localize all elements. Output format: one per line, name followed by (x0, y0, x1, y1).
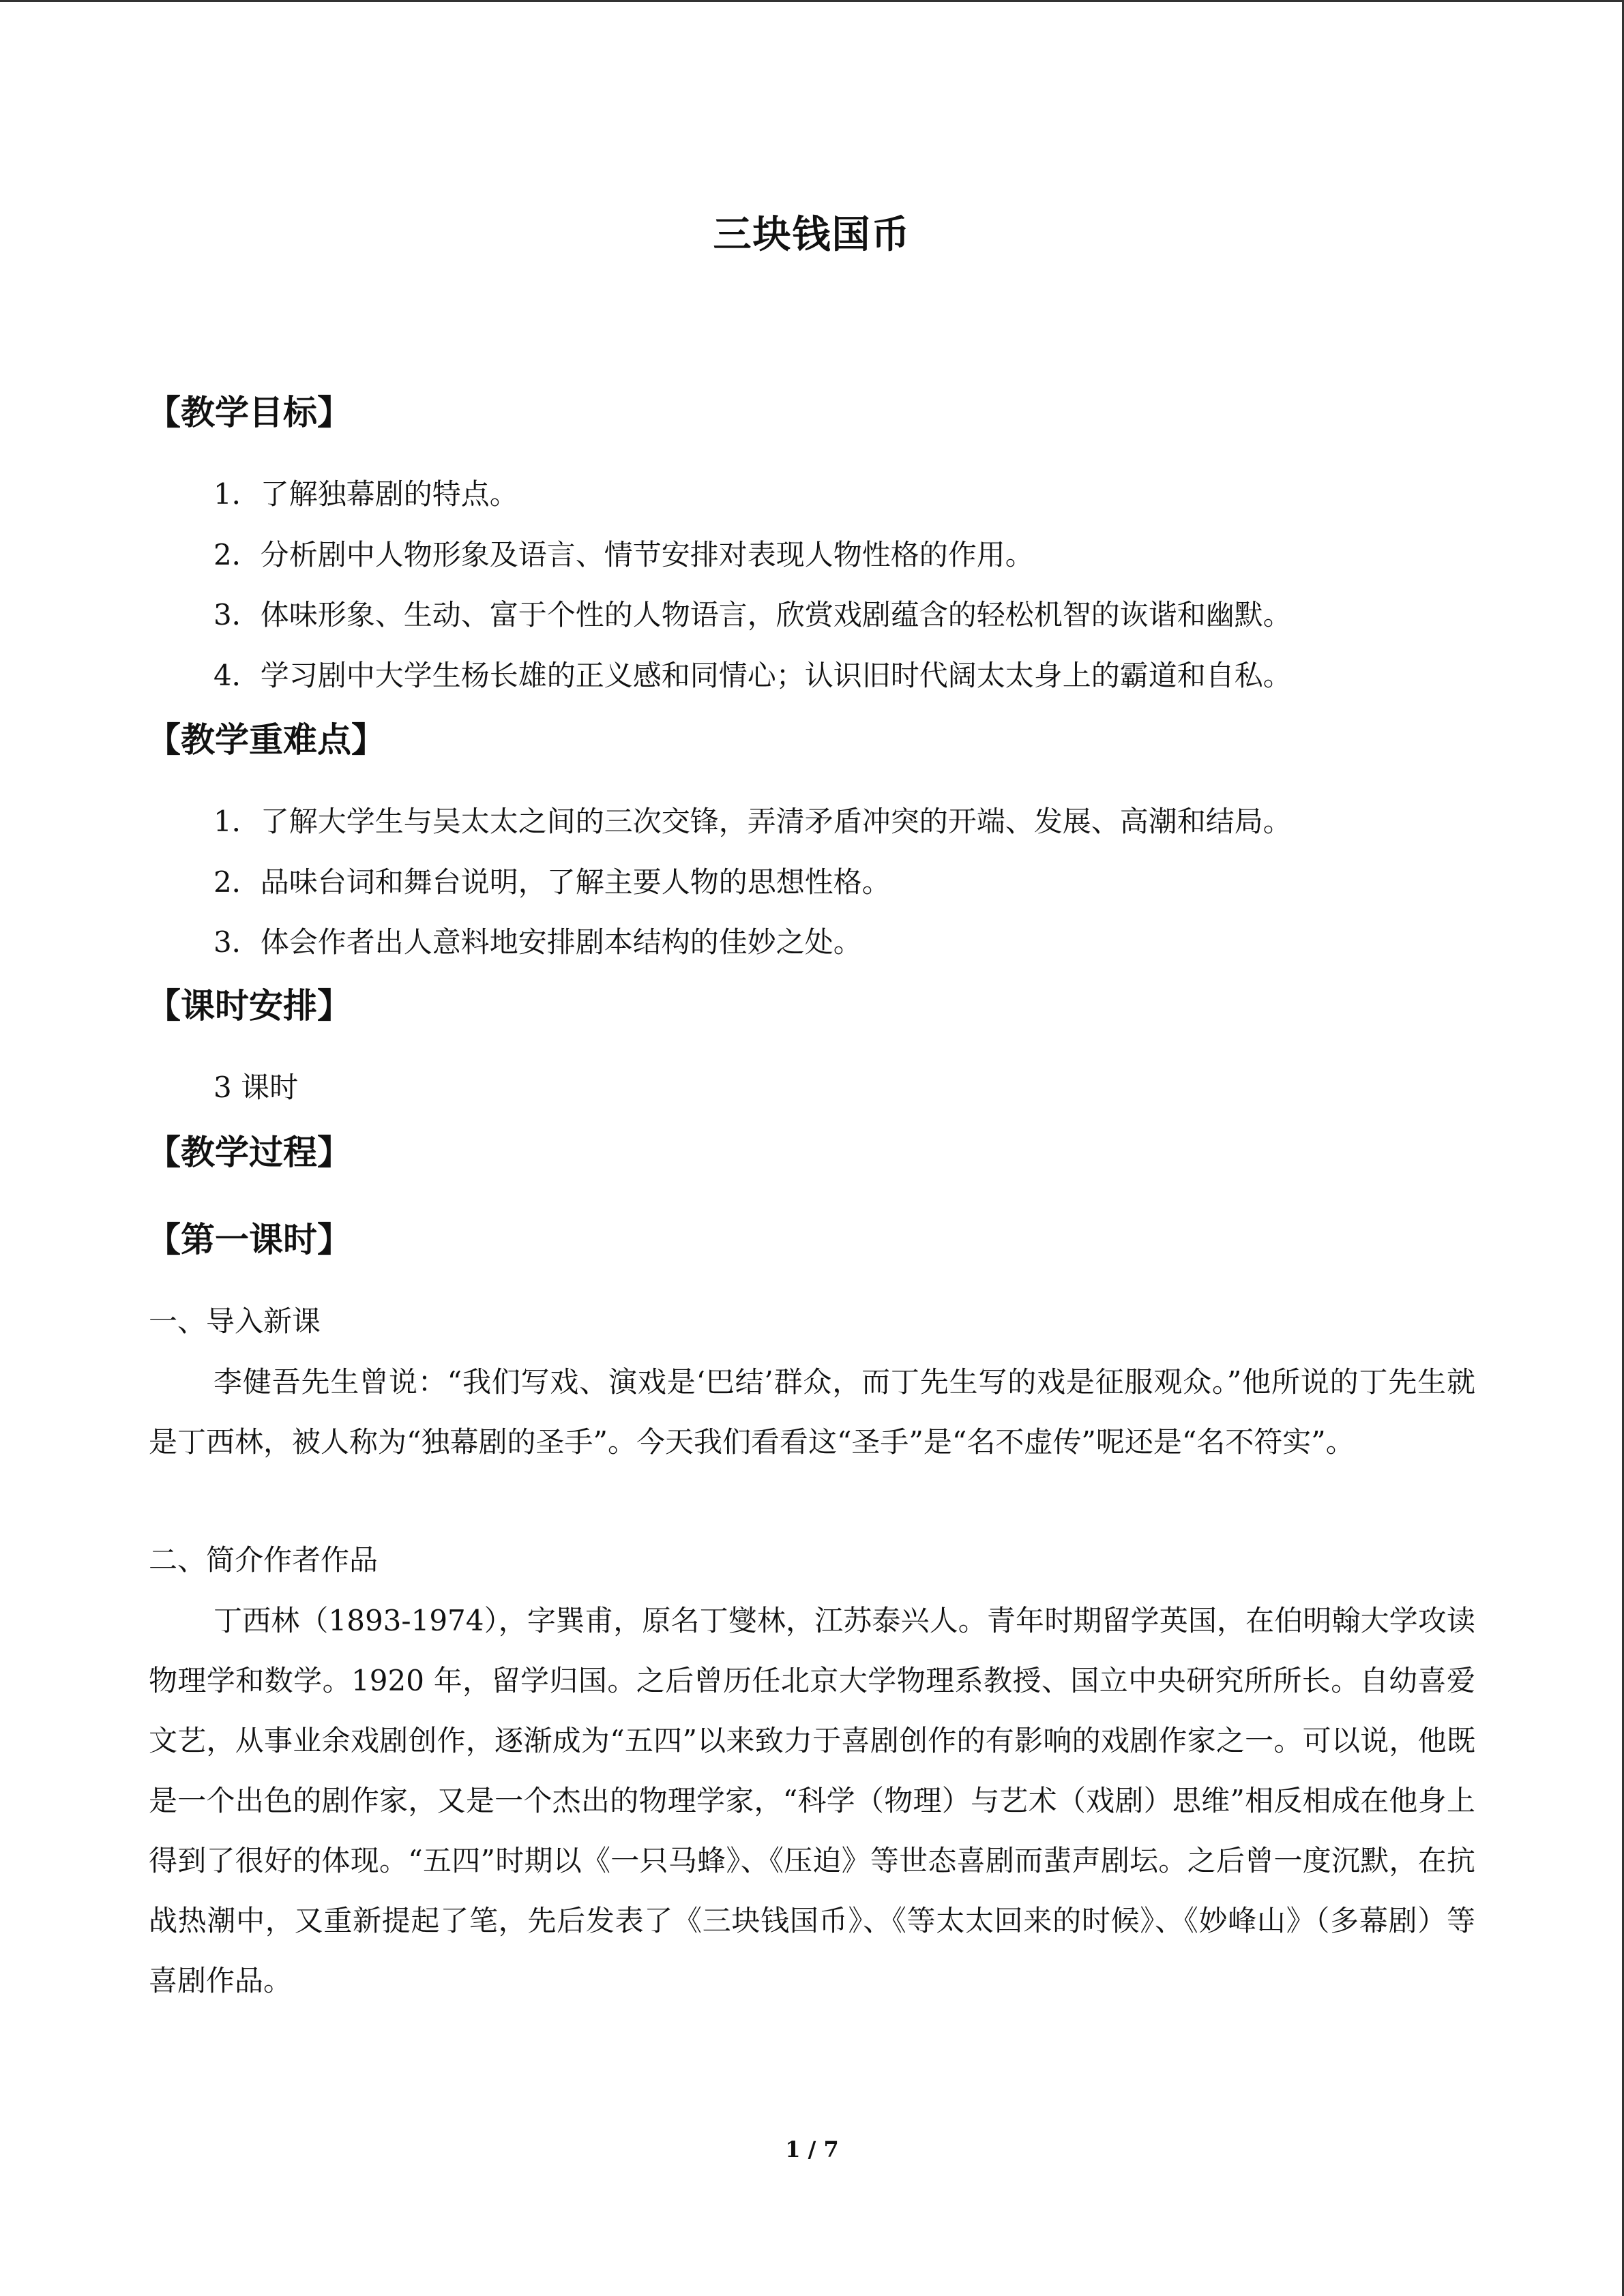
schedule-text: 3 课时 (213, 1071, 299, 1104)
goal-item-3: 3．体味形象、生动、富于个性的人物语言，欣赏戏剧蕴含的轻松机智的诙谐和幽默。 (213, 598, 1292, 631)
heading-lesson-one: 【第一课时】 (147, 1220, 351, 1259)
subheading-author-intro: 二、简介作者作品 (149, 1543, 379, 1577)
goal-item-2: 2．分析剧中人物形象及语言、情节安排对表现人物性格的作用。 (213, 538, 1034, 571)
page-border-top (0, 0, 1624, 2)
heading-key-points: 【教学重难点】 (147, 720, 385, 760)
page-number: 1 / 7 (785, 2136, 839, 2162)
key-point-item-2: 2．品味台词和舞台说明，了解主要人物的思想性格。 (213, 865, 891, 899)
key-point-item-1: 1．了解大学生与吴太太之间的三次交锋，弄清矛盾冲突的开端、发展、高潮和结局。 (213, 805, 1292, 838)
document-title: 三块钱国币 (713, 213, 911, 257)
subheading-introduction: 一、导入新课 (149, 1304, 321, 1338)
goal-item-4: 4．学习剧中大学生杨长雄的正义感和同情心；认识旧时代阔太太身上的霸道和自私。 (213, 659, 1292, 692)
heading-teaching-goals: 【教学目标】 (147, 393, 351, 432)
paragraph-introduction: 李健吾先生曾说：“我们写戏、演戏是‘巴结’群众，而丁先生写的戏是征服观众。”他所说的丁先生就是丁西林，被人称为“独幕剧的圣手”。今天我们看看这“圣手”是“名不虚传”呢还是“名不符实”。 (149, 1365, 1475, 1459)
goal-item-1: 1．了解独幕剧的特点。 (213, 477, 518, 511)
heading-schedule: 【课时安排】 (147, 986, 351, 1026)
paragraph-author-intro: 丁西林（1893-1974），字巽甫，原名丁燮林，江苏泰兴人。青年时期留学英国，在伯明翰大学攻读物理学和数学。1920 年，留学归国。之后曾历任北京大学物理系教授、国立中央研究所所长。自幼喜爱文艺，从事业余戏剧创作，逐渐成为“五四”以来致力于喜剧创作的有影响的戏剧作家之一。可以说，他既是一个出色的剧作家，又是一个杰出的物理学家，“科学（物理）与艺术（戏剧）思维”相反相成在他身上得到了很好的体现。“五四”时期以《一只马蜂》、《压迫》等世态喜剧而蜚声剧坛。之后曾一度沉默，在抗战热潮中，又重新提起了笔，先后发表了《三块钱国币》、《等太太回来的时候》、《妙峰山》（多幕剧）等喜剧作品。 (149, 1604, 1475, 1997)
heading-teaching-process: 【教学过程】 (147, 1133, 351, 1172)
key-point-item-3: 3．体会作者出人意料地安排剧本结构的佳妙之处。 (213, 925, 862, 959)
